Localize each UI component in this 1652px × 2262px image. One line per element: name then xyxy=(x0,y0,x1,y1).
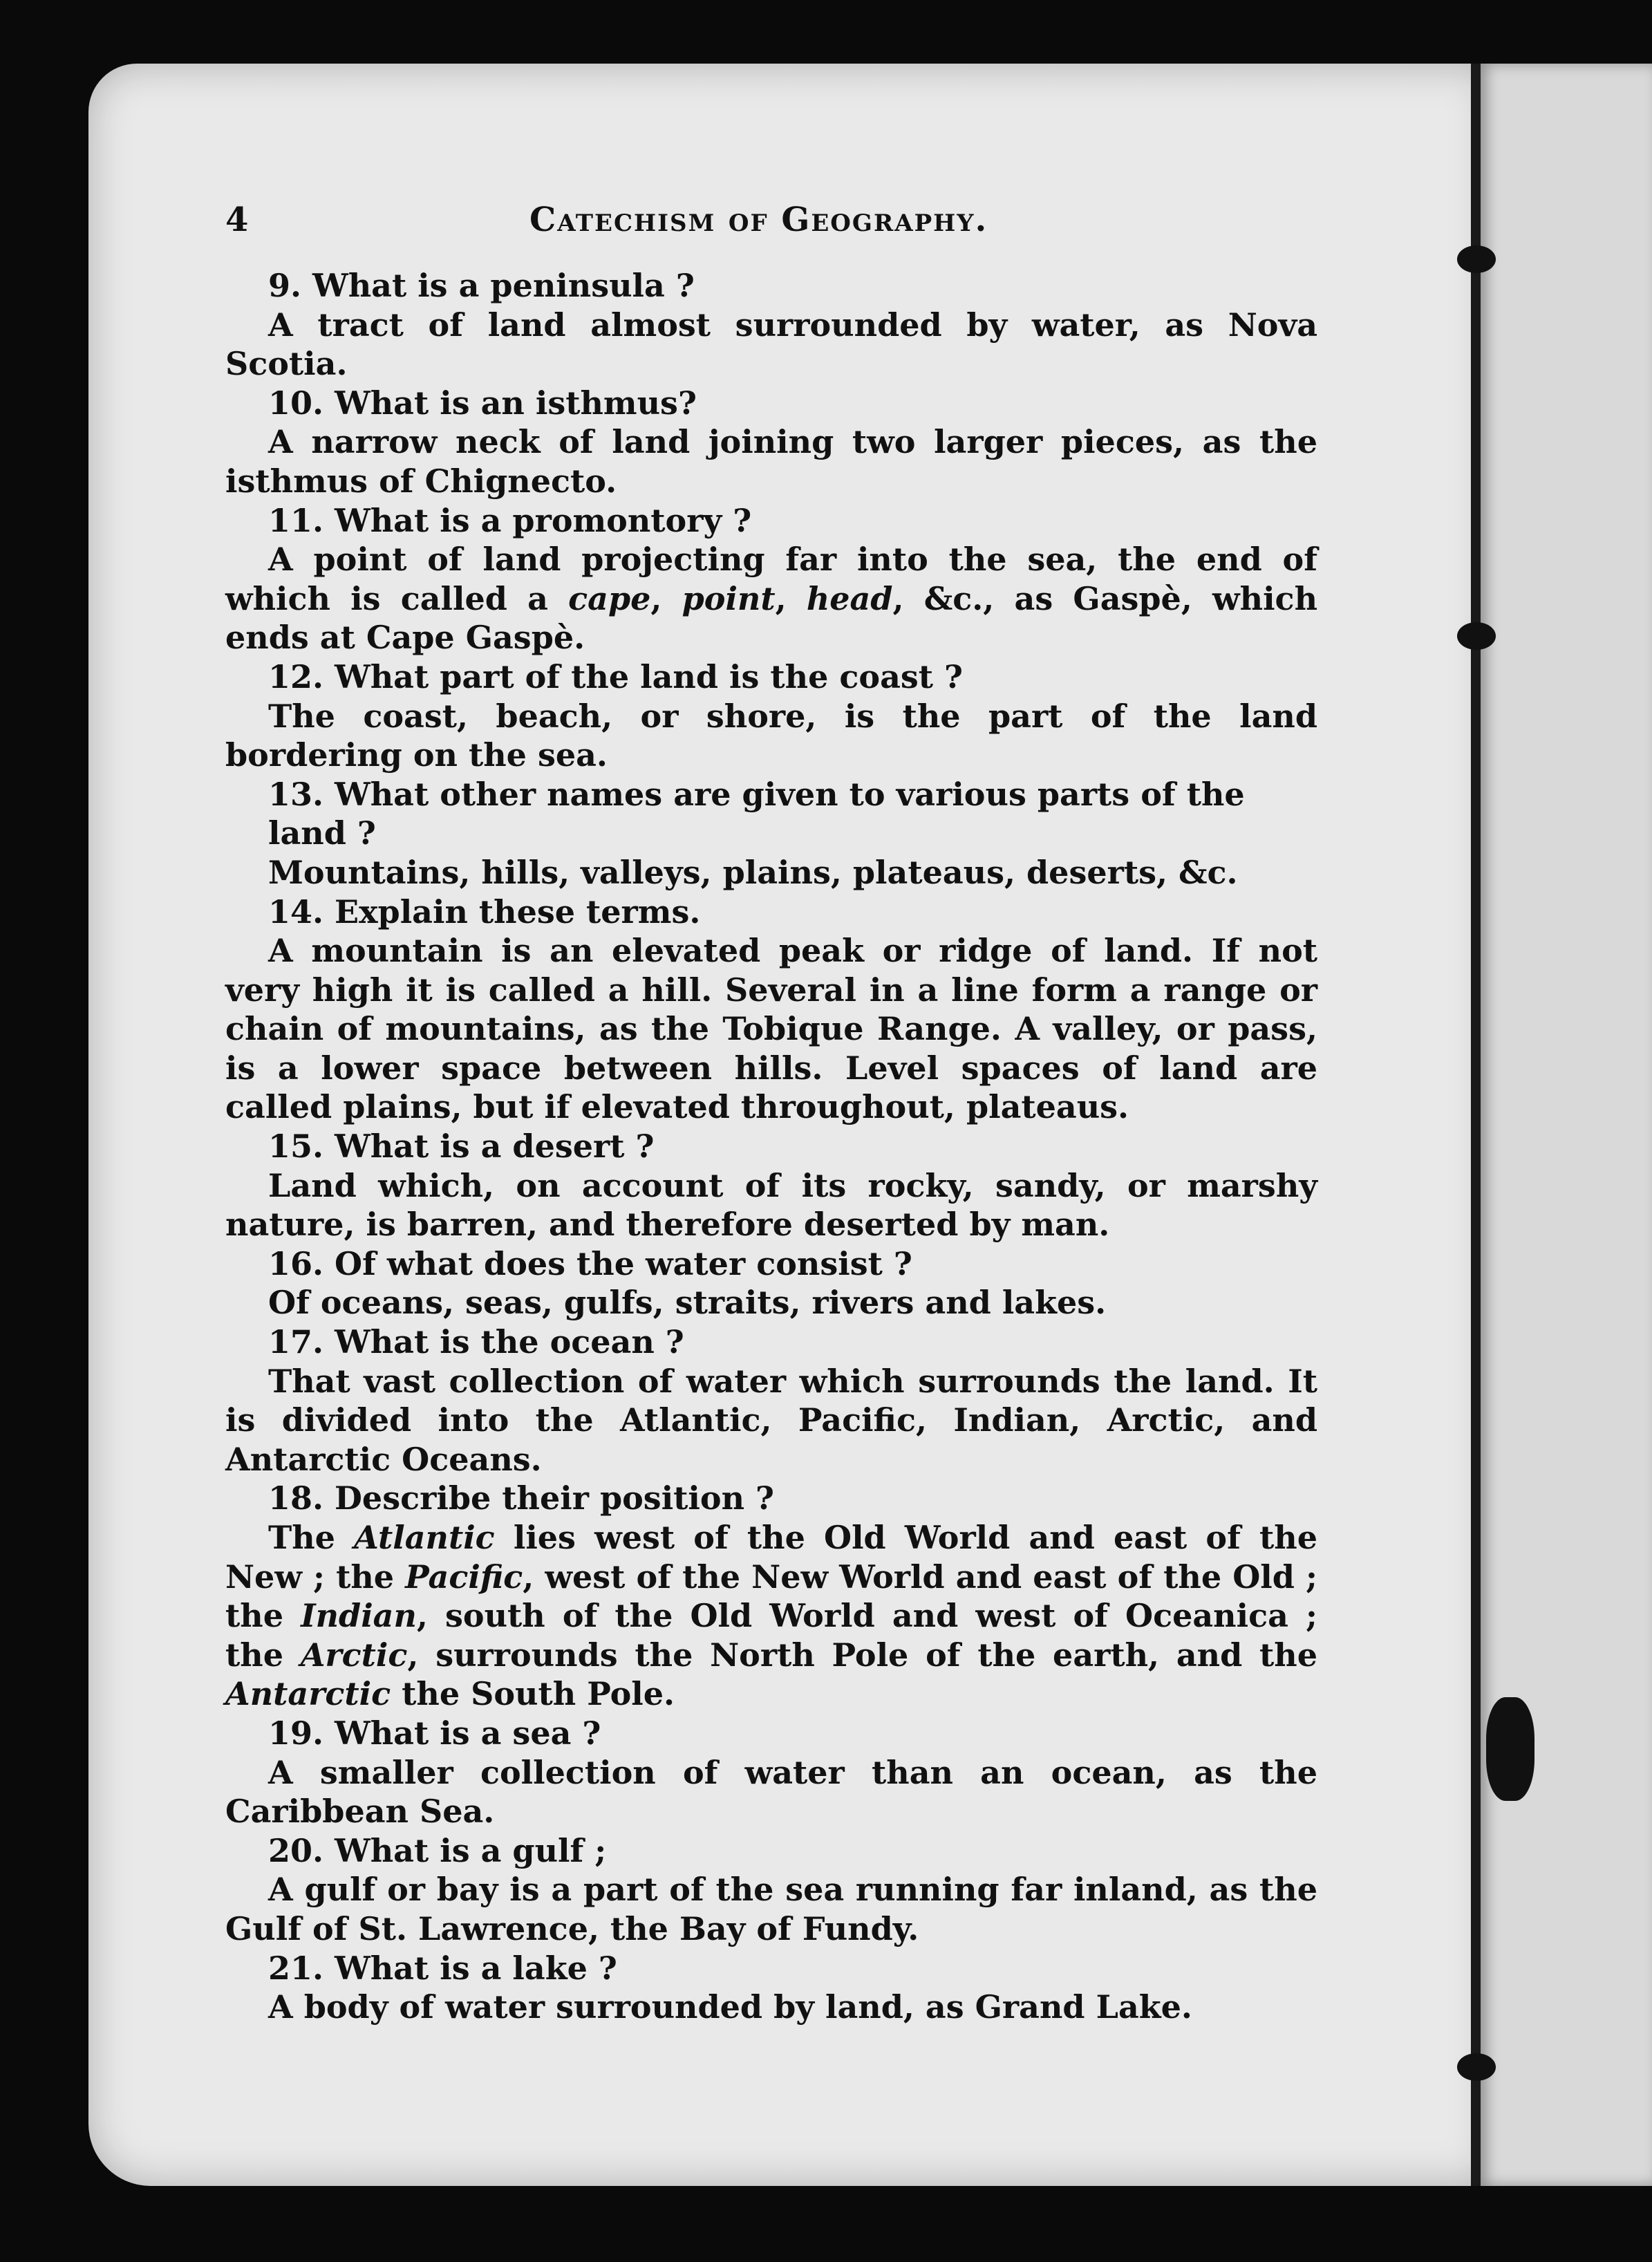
answer-12: The coast, beach, or shore, is the part of the land bordering on the sea. xyxy=(225,697,1317,774)
term-antarctic: Antarctic xyxy=(225,1675,391,1713)
term-atlantic: Atlantic xyxy=(354,1519,495,1556)
question-11: 11. What is a promontory ? xyxy=(268,501,752,539)
term-head: head xyxy=(806,579,893,617)
page-number: 4 xyxy=(225,200,249,239)
page-text xyxy=(225,266,1317,2027)
question-15: 15. What is a desert ? xyxy=(268,1128,655,1166)
answer-18-text: lies west of the Old World and east of the New ; the xyxy=(225,1519,1317,1596)
answer-15: Land which, on account of its rocky, sandy, or marshy nature, is barren, and therefore deserted by man. xyxy=(225,1166,1317,1244)
book-spine xyxy=(1471,64,1481,2186)
term-cape: cape xyxy=(568,579,651,617)
answer-11-text: A point of land projecting far into the sea, the end of which is called a xyxy=(225,541,1317,617)
answer-18-text: , west of the New World and east of the Old ; the xyxy=(225,1558,1317,1635)
term-arctic: Arctic xyxy=(300,1636,408,1674)
answer-18-text: , south of the Old World and west of Oceanica ; the xyxy=(225,1597,1317,1674)
running-title: Catechism of Geography. xyxy=(529,200,988,239)
question-16: 16. Of what does the water consist ? xyxy=(268,1244,912,1282)
answer-19: A smaller collection of water than an ocean, as the Caribbean Sea. xyxy=(225,1753,1317,1831)
answer-18-text: , surrounds the North Pole of the earth, and the xyxy=(407,1636,1317,1674)
answer-16: Of oceans, seas, gulfs, straits, rivers and lakes. xyxy=(268,1284,1107,1322)
question-18: 18. Describe their position ? xyxy=(268,1479,774,1517)
binding-stitch xyxy=(1457,2053,1496,2081)
question-19: 19. What is a sea ? xyxy=(268,1714,601,1752)
answer-21: A body of water surrounded by land, as Grand Lake. xyxy=(268,1988,1192,2026)
question-14: 14. Explain these terms. xyxy=(268,892,701,931)
term-pacific: Pacific xyxy=(405,1558,523,1596)
question-20: 20. What is a gulf ; xyxy=(268,1831,607,1869)
binding-stitch xyxy=(1486,1697,1534,1801)
term-point: point xyxy=(682,579,776,617)
answer-18 xyxy=(225,1518,1317,1714)
answer-17: That vast collection of water which surrounds the land. It is divided into the Atlantic, Pacific, Indian, Arctic, and Antarctic Oceans. xyxy=(225,1362,1317,1478)
answer-11: A point of land projecting far into the sea, the end of which is called a cape, point, head, &c., as Gaspè, which ends at Cape Gaspè. xyxy=(225,541,1318,657)
question-17: 17. What is the ocean ? xyxy=(268,1323,684,1361)
answer-14: A mountain is an elevated peak or ridge of land. If not very high it is called a hill. Several in a line form a range or chain of mountains, as the Tobique Range. A valley, or pass, is a lower space between hills. Level spaces of land are called plains, but if elevated throughout, plateaus. xyxy=(225,932,1317,1126)
answer-11-text-end: , &c., as Gaspè, which ends at Cape Gaspè. xyxy=(225,579,1318,657)
question-12: 12. What part of the land is the coast ? xyxy=(268,657,964,695)
running-header xyxy=(225,200,1317,249)
facing-page-edge xyxy=(1479,64,1652,2186)
binding-stitch xyxy=(1457,245,1496,273)
answer-13: Mountains, hills, valleys, plains, plateaus, deserts, &c. xyxy=(268,853,1238,891)
answer-18-text: The xyxy=(268,1519,355,1556)
question-21: 21. What is a lake ? xyxy=(268,1949,617,1987)
term-indian: Indian xyxy=(301,1597,417,1635)
question-13: 13. What other names are given to various parts of the land ? xyxy=(268,775,1245,852)
binding-stitch xyxy=(1457,622,1496,650)
question-9: 9. What is a peninsula ? xyxy=(268,267,695,304)
question-10: 10. What is an isthmus? xyxy=(268,384,697,422)
answer-20: A gulf or bay is a part of the sea running far inland, as the Gulf of St. Lawrence, the Bay of Fundy. xyxy=(225,1871,1317,1947)
answer-9: A tract of land almost surrounded by water, as Nova Scotia. xyxy=(225,306,1317,383)
answer-18-text: the South Pole. xyxy=(391,1675,675,1713)
answer-10: A narrow neck of land joining two larger pieces, as the isthmus of Chignecto. xyxy=(225,423,1317,500)
